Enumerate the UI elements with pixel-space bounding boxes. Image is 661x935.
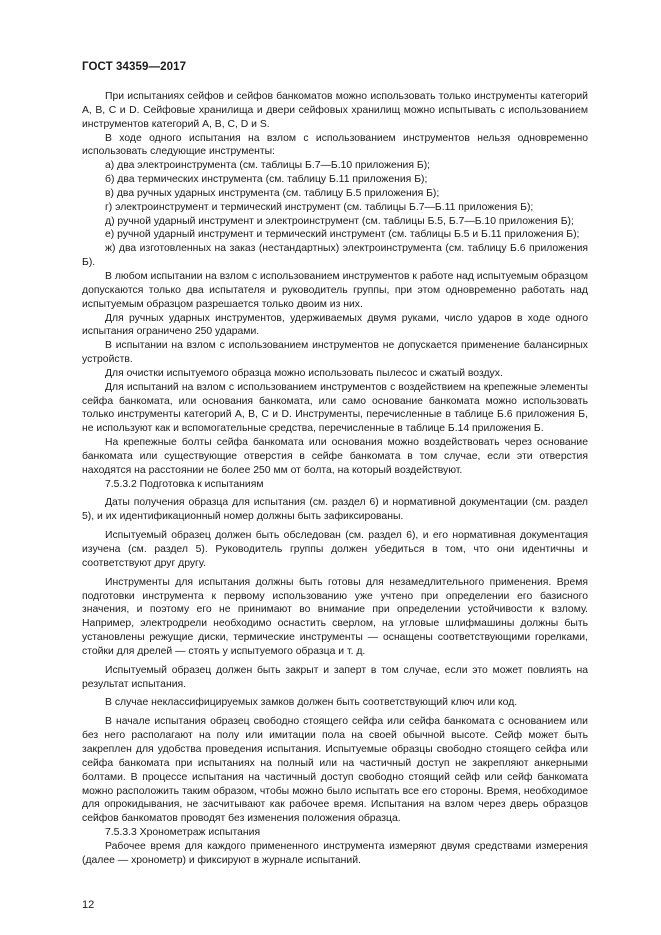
document-body (82, 90, 588, 868)
paragraph: Инструменты для испытания должны быть готовы для незамедлительного применения. Время подготовки инструмента к первому использованию уже учтено при определении его базисного значения, и поэтому его не принимают во внимание при определении устойчивости к взлому. Например, электродрели необходимо оснастить сверлом, на угловые шлифмашины должны быть установлены режущие диски, термические инструменты — оснащены соответствующими горелками, стойки для дрелей — стоять у испытуемого образца и т. д. (82, 576, 588, 657)
paragraph: При испытаниях сейфов и сейфов банкоматов можно использовать только инструменты категорий А, В, С и D. Сейфовые хранилища и двери сейфовых хранилищ можно испытывать с использованием инструментов категорий А, В, С, D и S. (82, 91, 588, 130)
page-number: 12 (82, 899, 95, 911)
paragraph: Испытуемый образец должен быть обследован (см. раздел 6), и его нормативная документация изучена (см. раздел 5). Руководитель группы должен убедиться в том, что они идентичны и соответствуют друг другу. (82, 530, 588, 569)
paragraph: В ходе одного испытания на взлом с использованием инструментов нельзя одновременно использовать следующие инструменты: (82, 132, 588, 158)
paragraph: В случае неклассифицируемых замков должен быть соответствующий ключ или код. (105, 697, 518, 709)
list-item: ж) два изготовленных на заказ (нестандартных) электроинструмента (см. таблицу Б.6 приложения Б). (82, 243, 588, 269)
section-heading: 7.5.3.2 Подготовка к испытаниям (105, 478, 264, 490)
paragraph: Даты получения образца для испытания (см. раздел 6) и нормативной документации (см. раздел 5), и их идентификационный номер должны быть зафиксированы. (82, 497, 588, 523)
list-item: б) два термических инструмента (см. таблицу Б.11 приложения Б); (105, 174, 428, 186)
list-item: г) электроинструмент и термический инструмент (см. таблицы Б.7—Б.11 приложения Б); (105, 201, 534, 213)
section-heading: 7.5.3.3 Хронометраж испытания (105, 827, 261, 839)
list-item: е) ручной ударный инструмент и термический инструмент (см. таблицы Б.5 и Б.11 приложения Б); (105, 229, 580, 241)
paragraph: Для испытаний на взлом с использованием инструментов с воздействием на крепежные элементы сейфа банкомата, или основания банкомата, или само основание банкомата можно использовать только инструменты категорий А, В, С и D. Инструменты, перечисленные в таблице Б.6 приложения Б, не используют как и вспомогательные средства, перечисленные в таблице Б.14 приложения Б. (82, 381, 588, 435)
list-item: д) ручной ударный инструмент и электроинструмент (см. таблицы Б.5, Б.7—Б.10 приложения Б); (105, 215, 574, 227)
paragraph: На крепежные болты сейфа банкомата или основания можно воздействовать через основание банкомата или существующие отверстия в сейфе банкомата в том случае, если эти отверстия находятся на расстоянии не более 250 мм от болта, на который воздействуют. (82, 437, 588, 476)
list-item: а) два электроинструмента (см. таблицы Б.7—Б.10 приложения Б); (105, 160, 431, 172)
paragraph: В любом испытании на взлом с использованием инструментов к работе над испытуемым образцом допускаются только два испытателя и руководитель группы, при этом одновременно работать над испытуемым образцом разрешается только двоим из них. (82, 270, 588, 310)
paragraph: В начале испытания образец свободно стоящего сейфа или сейфа банкомата с основанием или без него располагают на полу или имитации пола на своей обычной высоте. Сейф может быть закреплен для удобства проведения испытания. Испытуемые образцы свободно стоящего сейфа или сейфа банкомата при испытаниях на полный или на частичный доступ не закрепляют анкерными болтами. В процессе испытания на частичный доступ свободно стоящий сейф или сейф банкомата можно расположить таким образом, чтобы можно было испытать все его стороны. Время, необходимое для опрокидывания, не засчитывают как рабочее время. Испытания на взлом через дверь образцов сейфов банкоматов проводят без изменения положения образца. (82, 716, 588, 825)
paragraph: В испытании на взлом с использованием инструментов не допускается применение балансирных устройств. (82, 340, 588, 366)
list-item: в) два ручных ударных инструмента (см. таблицу Б.5 приложения Б); (105, 187, 440, 199)
paragraph: Рабочее время для каждого примененного инструмента измеряют двумя средствами измерения (далее — хронометр) и фиксируют в журнале испытаний. (82, 840, 588, 866)
paragraph: Для очистки испытуемого образца можно использовать пылесос и сжатый воздух. (105, 367, 503, 379)
document-header: ГОСТ 34359—2017 (82, 61, 187, 73)
paragraph: Для ручных ударных инструментов, удерживаемых двумя руками, число ударов в ходе одного испытания ограничено 250 ударами. (82, 312, 588, 338)
paragraph: Испытуемый образец должен быть закрыт и заперт в том случае, если это может повлиять на результат испытания. (82, 664, 588, 690)
